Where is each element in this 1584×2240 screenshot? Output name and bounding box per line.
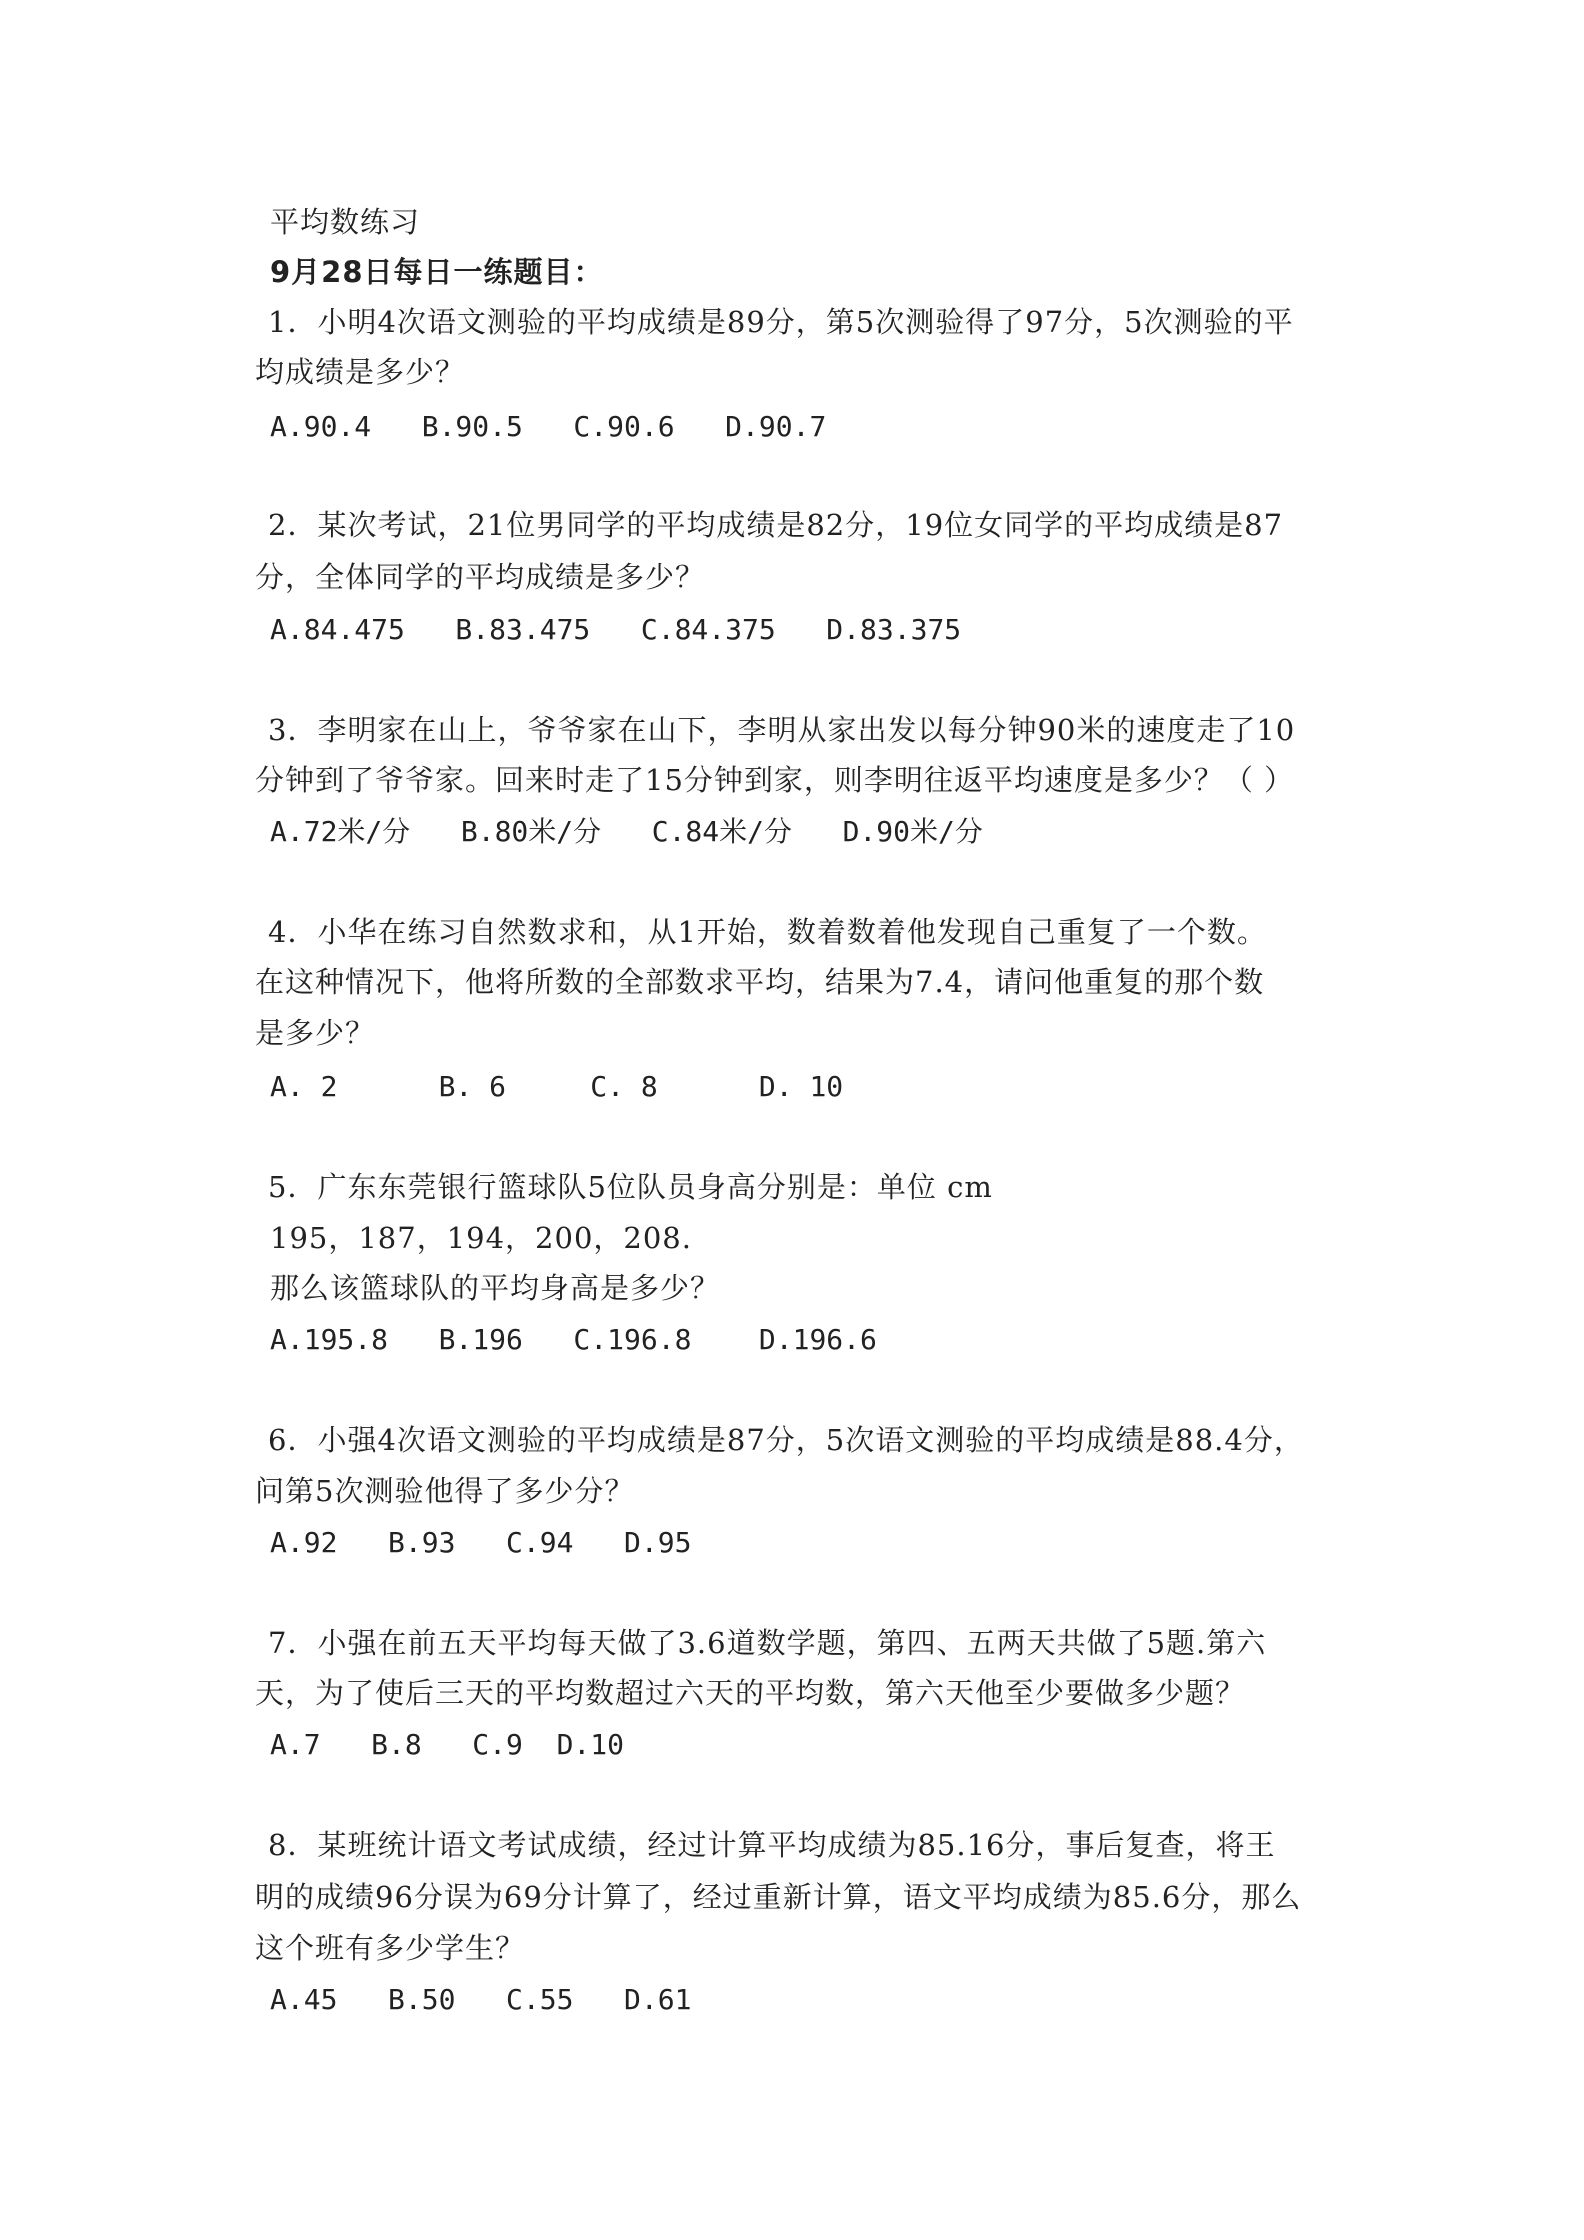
question-5-options: A.195.8 B.196 C.196.8 D.196.6 <box>270 1323 877 1356</box>
question-7-line-1: 7．小强在前五天平均每天做了3.6道数学题，第四、五两天共做了5题.第六 <box>268 1626 1267 1660</box>
page-subtitle: 9月28日每日一练题目： <box>270 255 604 289</box>
question-1-line-2: 均成绩是多少？ <box>255 355 466 389</box>
question-1-line-1: 1．小明4次语文测验的平均成绩是89分，第5次测验得了97分，5次测验的平 <box>268 305 1294 339</box>
question-2-line-2: 分，全体同学的平均成绩是多少？ <box>255 560 706 594</box>
question-3-options: A.72米/分 B.80米/分 C.84米/分 D.90米/分 <box>270 815 983 848</box>
question-3-line-2: 分钟到了爷爷家。回来时走了15分钟到家，则李明往返平均速度是多少？（ ） <box>255 763 1295 797</box>
question-4-line-2: 在这种情况下，他将所数的全部数求平均，结果为7.4，请问他重复的那个数 <box>255 965 1265 999</box>
question-6-line-1: 6．小强4次语文测验的平均成绩是87分，5次语文测验的平均成绩是88.4分， <box>268 1423 1304 1457</box>
question-2-line-1: 2．某次考试，21位男同学的平均成绩是82分，19位女同学的平均成绩是87 <box>268 508 1284 542</box>
question-1-options: A.90.4 B.90.5 C.90.6 D.90.7 <box>270 410 827 443</box>
question-6-options: A.92 B.93 C.94 D.95 <box>270 1526 692 1559</box>
question-7-line-2: 天，为了使后三天的平均数超过六天的平均数，第六天他至少要做多少题？ <box>255 1676 1246 1710</box>
question-8-line-3: 这个班有多少学生？ <box>255 1931 526 1965</box>
question-6-line-2: 问第5次测验他得了多少分？ <box>255 1474 635 1508</box>
question-8-options: A.45 B.50 C.55 D.61 <box>270 1983 692 2016</box>
question-5-line-1: 5．广东东莞银行篮球队5位队员身高分别是：单位 cm <box>268 1170 993 1204</box>
question-5-line-3: 那么该篮球队的平均身高是多少？ <box>270 1271 721 1305</box>
question-4-line-1: 4．小华在练习自然数求和，从1开始，数着数着他发现自己重复了一个数。 <box>268 915 1267 949</box>
question-4-options: A. 2 B. 6 C. 8 D. 10 <box>270 1070 844 1103</box>
question-2-options: A.84.475 B.83.475 C.84.375 D.83.375 <box>270 613 962 646</box>
question-4-line-3: 是多少？ <box>255 1016 376 1050</box>
question-7-options: A.7 B.8 C.9 D.10 <box>270 1728 625 1761</box>
question-8-line-2: 明的成绩96分误为69分计算了，经过重新计算，语文平均成绩为85.6分，那么 <box>255 1880 1302 1914</box>
page-title: 平均数练习 <box>270 205 421 239</box>
question-8-line-1: 8．某班统计语文考试成绩，经过计算平均成绩为85.16分，事后复查，将王 <box>268 1828 1276 1862</box>
question-3-line-1: 3．李明家在山上，爷爷家在山下，李明从家出发以每分钟90米的速度走了10 <box>268 713 1296 747</box>
question-5-line-2: 195，187，194，200，208. <box>270 1221 692 1255</box>
